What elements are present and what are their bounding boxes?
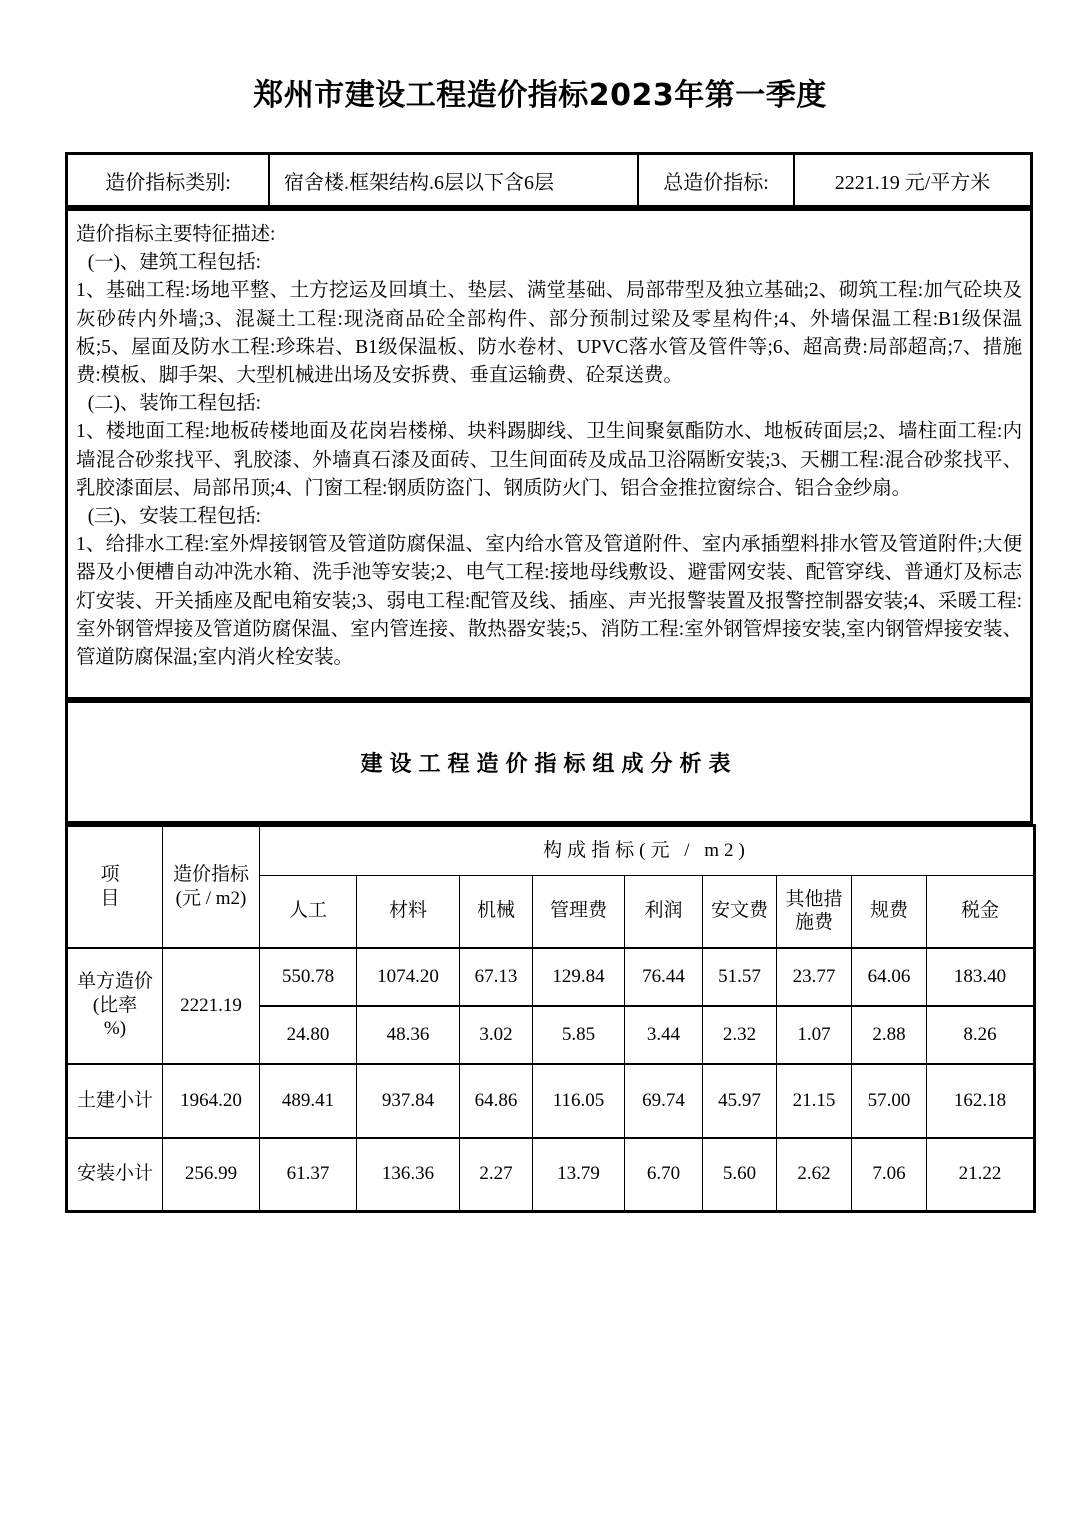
cell-ratio-material: 48.36 (357, 1006, 460, 1064)
cell-install-machinery: 2.27 (460, 1138, 533, 1212)
cell-civil-other-measures-fee: 21.15 (777, 1064, 852, 1138)
header-col-profit: 利润 (625, 876, 703, 948)
cell-install-other-measures-fee: 2.62 (777, 1138, 852, 1212)
cell-install-statutory-fee: 7.06 (852, 1138, 927, 1212)
total-index-value: 2221.19 元/平方米 (793, 155, 1030, 205)
cell-unit-statutory-fee: 64.06 (852, 948, 927, 1006)
analysis-table-title: 建设工程造价指标组成分析表 (360, 751, 738, 777)
section-2-title: (二)、装饰工程包括: (87, 393, 261, 415)
category-label: 造价指标类别: (105, 171, 231, 194)
table-row-civil-subtotal (67, 1064, 1035, 1138)
header-col-management-fee: 管理费 (533, 876, 625, 948)
cell-civil-machinery: 64.86 (460, 1064, 533, 1138)
section-1-title: (一)、建筑工程包括: (87, 252, 261, 274)
table-header-group-row (67, 826, 1035, 876)
header-col-safety-fee: 安文费 (703, 876, 777, 948)
section-2-body: 1、楼地面工程:地板砖楼地面及花岗岩楼梯、块料踢脚线、卫生间聚氨酯防水、地板砖面层;2、墙柱面工程:内墙混合砂浆找平、乳胶漆、外墙真石漆及面砖、卫生间面砖及成品卫浴隔断安装;3、天棚工程:混合砂浆找平、乳胶漆面层、局部吊顶;4、门窗工程:钢质防盗门、钢质防火门、铝合金推拉窗综合、铝合金纱扇。 (76, 421, 1022, 499)
cell-civil-statutory-fee: 57.00 (852, 1064, 927, 1138)
cell-unit-profit: 76.44 (625, 948, 703, 1006)
cell-install-tax: 21.22 (927, 1138, 1035, 1212)
cell-install-material: 136.36 (357, 1138, 460, 1212)
cell-unit-safety-fee: 51.57 (703, 948, 777, 1006)
row-label-unit-cost-line1: 单方造价 (76, 970, 153, 992)
cell-unit-management-fee: 129.84 (533, 948, 625, 1006)
header-index (163, 826, 260, 948)
cell-civil-tax: 162.18 (927, 1064, 1035, 1138)
cell-ratio-tax: 8.26 (927, 1006, 1035, 1064)
header-col-machinery: 机械 (460, 876, 533, 948)
row-label-unit-cost (67, 948, 163, 1064)
cell-install-labor: 61.37 (260, 1138, 357, 1212)
cell-civil-safety-fee: 45.97 (703, 1064, 777, 1138)
cell-ratio-management-fee: 5.85 (533, 1006, 625, 1064)
row-label-unit-cost-line3: %) (103, 1018, 127, 1040)
cost-index-header-table (65, 152, 1033, 208)
category-value: 宿舍楼.框架结构.6层以下含6层 (268, 155, 637, 205)
cell-unit-tax: 183.40 (927, 948, 1035, 1006)
analysis-table-title-band (65, 700, 1033, 824)
cell-unit-labor: 550.78 (260, 948, 357, 1006)
header-index-line1: 造价指标 (172, 864, 249, 885)
description-heading: 造价指标主要特征描述: (76, 224, 276, 245)
cell-unit-other-measures-fee: 23.77 (777, 948, 852, 1006)
header-col-material: 材料 (357, 876, 460, 948)
total-index-label: 总造价指标: (637, 155, 793, 205)
row-label-civil-subtotal: 土建小计 (67, 1064, 163, 1138)
header-col-other-measures-line1: 其他措 (785, 888, 843, 910)
cell-ratio-labor: 24.80 (260, 1006, 357, 1064)
row-label-unit-cost-line2: (比率 (92, 994, 138, 1016)
table-row-installation-subtotal (67, 1138, 1035, 1212)
section-1-body: 1、基础工程:场地平整、土方挖运及回填土、垫层、满堂基础、局部带型及独立基础;2、砌筑工程:加气砼块及灰砂砖内外墙;3、混凝土工程:现浇商品砼全部构件、部分预制过梁及零星构件;4、外墙保温工程:B1级保温板;5、屋面及防水工程:珍珠岩、B1级保温板、防水卷材、UPVC落水管及管件等;6、超高费:局部超高;7、措施费:模板、脚手架、大型机械进出场及安拆费、垂直运输费、砼泵送费。 (76, 280, 1022, 387)
cell-ratio-other-measures-fee: 1.07 (777, 1006, 852, 1064)
table-row-unit-cost-amounts (67, 948, 1035, 1006)
cell-unit-machinery: 67.13 (460, 948, 533, 1006)
header-composition-group: 构成指标(元 / m2) (260, 826, 1035, 876)
cell-civil-profit: 69.74 (625, 1064, 703, 1138)
cell-install-index: 256.99 (163, 1138, 260, 1212)
cost-composition-table (65, 824, 1036, 1213)
section-3-title: (三)、安装工程包括: (87, 506, 261, 528)
header-col-labor: 人工 (260, 876, 357, 948)
cell-civil-material: 937.84 (357, 1064, 460, 1138)
cell-civil-management-fee: 116.05 (533, 1064, 625, 1138)
cell-ratio-machinery: 3.02 (460, 1006, 533, 1064)
header-item: 项 目 (67, 826, 163, 948)
cell-ratio-profit: 3.44 (625, 1006, 703, 1064)
header-index-line2: (元 / m2) (175, 887, 247, 909)
cell-install-management-fee: 13.79 (533, 1138, 625, 1212)
header-col-other-measures-fee (777, 876, 852, 948)
row-unit-cost-index: 2221.19 (163, 948, 260, 1064)
header-col-other-measures-line2: 施费 (794, 912, 833, 934)
page-title: 郑州市建设工程造价指标2023年第一季度 (253, 78, 827, 113)
cell-ratio-statutory-fee: 2.88 (852, 1006, 927, 1064)
cell-install-profit: 6.70 (625, 1138, 703, 1212)
cell-civil-labor: 489.41 (260, 1064, 357, 1138)
section-3-body: 1、给排水工程:室外焊接钢管及管道防腐保温、室内给水管及管道附件、室内承插塑料排水管及管道附件;大便器及小便槽自动冲洗水箱、洗手池等安装;2、电气工程:接地母线敷设、避雷网安装、配管穿线、普通灯及标志灯安装、开关插座及配电箱安装;3、弱电工程:配管及线、插座、声光报警装置及报警控制器安装;4、采暖工程:室外钢管焊接及管道防腐保温、室内管连接、散热器安装;5、消防工程:室外钢管焊接安装,室内钢管焊接安装、管道防腐保温;室内消火栓安装。 (76, 534, 1022, 669)
cell-ratio-safety-fee: 2.32 (703, 1006, 777, 1064)
header-col-tax: 税金 (927, 876, 1035, 948)
cell-install-safety-fee: 5.60 (703, 1138, 777, 1212)
row-label-installation-subtotal: 安装小计 (67, 1138, 163, 1212)
description-block (65, 208, 1033, 700)
header-col-statutory-fee: 规费 (852, 876, 927, 948)
cell-civil-index: 1964.20 (163, 1064, 260, 1138)
cell-unit-material: 1074.20 (357, 948, 460, 1006)
